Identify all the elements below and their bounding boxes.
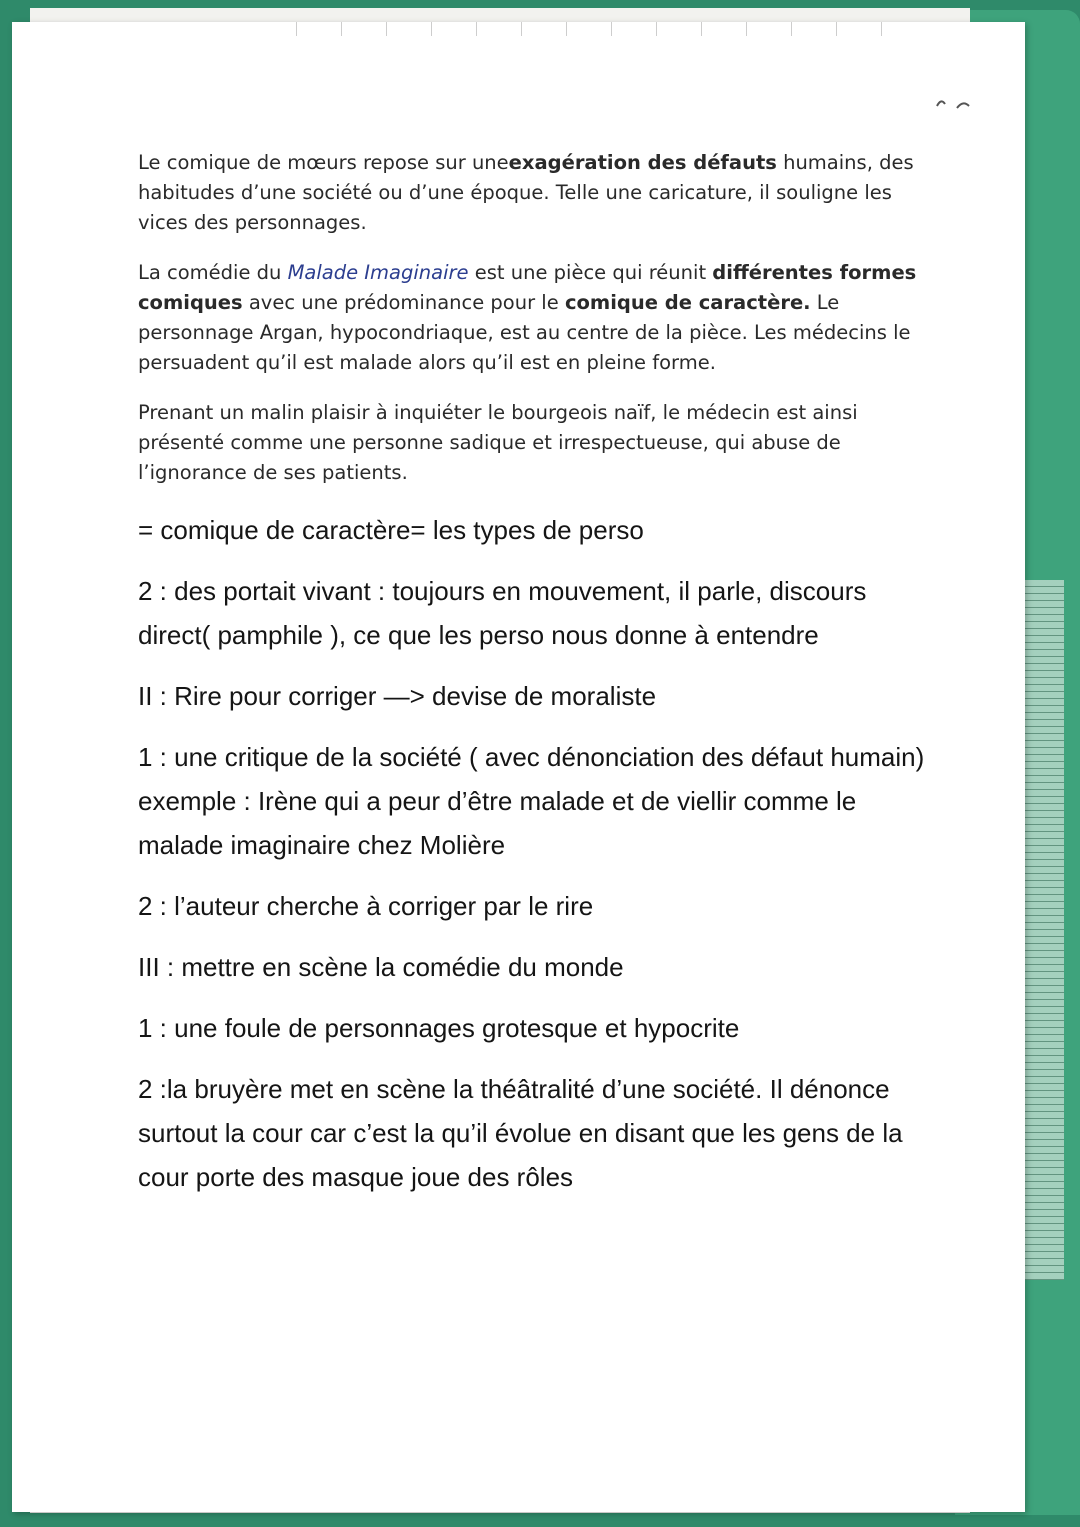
note-line: 2 : l’auteur cherche à corriger par le rire xyxy=(138,891,594,921)
top-ruler xyxy=(252,22,892,36)
note-line: 1 : une foule de personnages grotesque et hypocrite xyxy=(138,1013,740,1043)
text: humains, des habitudes d’une société ou d’une époque. Telle une caricature, il souligne les vices des personnages. xyxy=(138,151,914,234)
page-content xyxy=(138,148,938,1216)
work-title: Malade Imaginaire xyxy=(287,261,469,284)
pen-mark-icon xyxy=(935,94,975,114)
paragraph-medecin: Prenant un malin plaisir à inquiéter le bourgeois naïf, le médecin est ainsi présenté comme une personne sadique et irrespectueuse, qui abuse de l’ignorance de ses patients. xyxy=(138,401,858,484)
note-heading: II : Rire pour corriger —> devise de moraliste xyxy=(138,681,657,711)
paragraph-comique-moeurs xyxy=(138,148,938,238)
note-line: = comique de caractère= les types de perso xyxy=(138,515,644,545)
text: est une pièce qui réunit xyxy=(468,261,713,284)
bold-text: différentes formes comiques xyxy=(138,261,917,314)
note-line: 2 : des portait vivant : toujours en mouvement, il parle, discours direct( pamphile ), ce que les perso nous donne à entendre xyxy=(138,576,867,650)
bold-text: exagération des défauts xyxy=(508,151,777,174)
bold-text: comique de caractère. xyxy=(564,291,811,314)
text: Le personnage Argan, hypocondriaque, est au centre de la pièce. Les médecins le persuadent qu’il est malade alors qu’il est en pleine forme. xyxy=(138,291,911,374)
paragraph-malade-imaginaire xyxy=(138,258,938,378)
text: La comédie du xyxy=(138,261,288,284)
note-heading: III : mettre en scène la comédie du monde xyxy=(138,952,624,982)
note-line: 2 :la bruyère met en scène la théâtralité d’une société. Il dénonce surtout la cour car c’est la qu’il évolue en disant que les gens de la cour porte des masque joue des rôles xyxy=(138,1074,903,1192)
text: avec une prédominance pour le xyxy=(242,291,565,314)
text: Le comique de mœurs repose sur une xyxy=(138,151,509,174)
margin-ticks xyxy=(1024,580,1064,1280)
paper-page xyxy=(12,22,1025,1512)
note-line: 1 : une critique de la société ( avec dénonciation des défaut humain) exemple : Irène qui a peur d’être malade et de viellir comme le malade imaginaire chez Molière xyxy=(138,742,925,860)
